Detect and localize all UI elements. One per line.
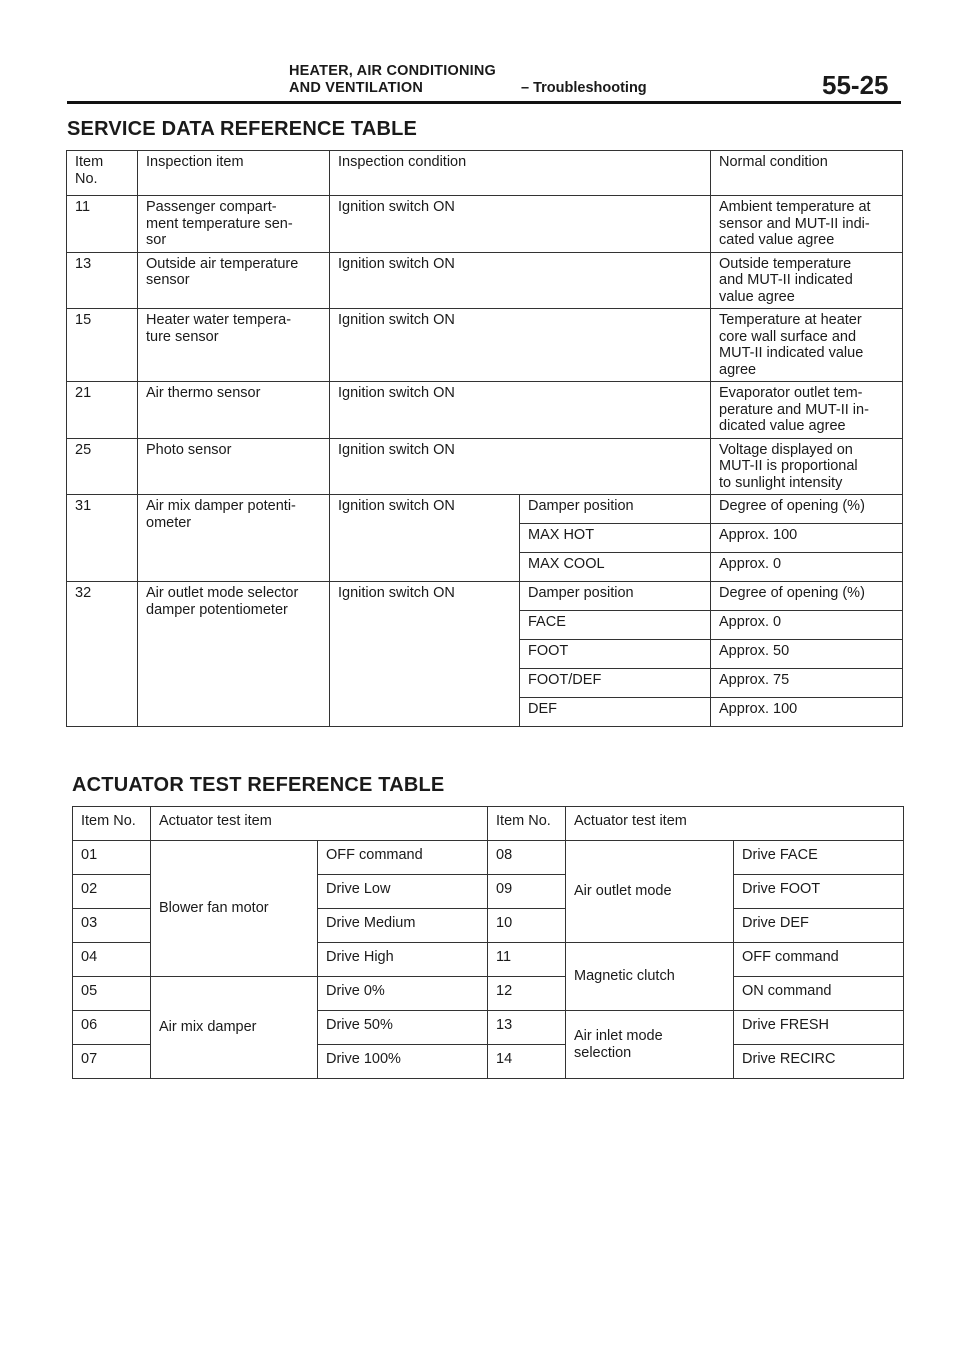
test-command: Drive 100%: [318, 1045, 488, 1079]
inspection-item: Air outlet mode selector damper potentiometer: [138, 582, 330, 727]
actuator-name: Air inlet mode selection: [566, 1011, 734, 1079]
inspection-item: Outside air temperature sensor: [138, 252, 330, 309]
header-actuator-test-item: Actuator test item: [151, 807, 488, 841]
table-row: [67, 438, 903, 495]
table-row: [73, 977, 904, 1011]
item-no: 09: [488, 875, 566, 909]
actuator-name: Magnetic clutch: [566, 943, 734, 1011]
test-command: Drive DEF: [734, 909, 904, 943]
inspection-condition: Ignition switch ON: [330, 438, 711, 495]
normal-condition: Voltage displayed on MUT-II is proportional to sunlight intensity: [711, 438, 903, 495]
test-command: Drive FACE: [734, 841, 904, 875]
normal-condition: Ambient temperature at sensor and MUT-II indi- cated value agree: [711, 196, 903, 253]
table-row: [67, 196, 903, 253]
item-no: 25: [67, 438, 138, 495]
actuator-name: Blower fan motor: [151, 841, 318, 977]
damper-position: FOOT/DEF: [520, 669, 711, 698]
test-command: Drive RECIRC: [734, 1045, 904, 1079]
inspection-condition: Ignition switch ON: [330, 309, 711, 382]
inspection-item: Heater water tempera- ture sensor: [138, 309, 330, 382]
inspection-item: Air mix damper potenti- ometer: [138, 495, 330, 582]
page-number: 55-25: [822, 70, 889, 100]
inspection-condition: Ignition switch ON: [330, 582, 520, 727]
service-table-header-row: [67, 151, 903, 196]
degree-of-opening: Approx. 100: [711, 524, 903, 553]
inspection-condition: Ignition switch ON: [330, 196, 711, 253]
item-no: 31: [67, 495, 138, 582]
item-no: 08: [488, 841, 566, 875]
inspection-condition: Ignition switch ON: [330, 252, 711, 309]
inspection-condition: Ignition switch ON: [330, 382, 711, 439]
item-no: 04: [73, 943, 151, 977]
inspection-item: Passenger compart- ment temperature sen- sor: [138, 196, 330, 253]
test-command: Drive 50%: [318, 1011, 488, 1045]
item-no: 13: [488, 1011, 566, 1045]
normal-condition: Temperature at heater core wall surface and MUT-II indicated value agree: [711, 309, 903, 382]
degree-of-opening: Approx. 75: [711, 669, 903, 698]
test-command: Drive FRESH: [734, 1011, 904, 1045]
item-no: 32: [67, 582, 138, 727]
item-no: 07: [73, 1045, 151, 1079]
degree-of-opening: Degree of opening (%): [711, 582, 903, 611]
test-command: Drive High: [318, 943, 488, 977]
actuator-name: Air mix damper: [151, 977, 318, 1079]
test-command: Drive Low: [318, 875, 488, 909]
item-no: 10: [488, 909, 566, 943]
inspection-item: Air thermo sensor: [138, 382, 330, 439]
table-row: [67, 309, 903, 382]
header-inspection-condition: Inspection condition: [330, 151, 711, 196]
damper-position: FOOT: [520, 640, 711, 669]
test-command: Drive FOOT: [734, 875, 904, 909]
degree-of-opening: Approx. 100: [711, 698, 903, 727]
degree-of-opening: Approx. 50: [711, 640, 903, 669]
item-no: 15: [67, 309, 138, 382]
actuator-name: Air outlet mode: [566, 841, 734, 943]
damper-position: DEF: [520, 698, 711, 727]
item-no: 21: [67, 382, 138, 439]
table-row: [67, 252, 903, 309]
item-no: 03: [73, 909, 151, 943]
service-data-table: [66, 150, 903, 727]
actuator-table-header-row: [73, 807, 904, 841]
header-item-no: Item No.: [67, 151, 138, 196]
header-rule: [67, 101, 901, 104]
actuator-table-title: ACTUATOR TEST REFERENCE TABLE: [72, 774, 445, 796]
table-row: [67, 382, 903, 439]
header-chapter-line2: AND VENTILATION: [289, 80, 424, 96]
item-no: 01: [73, 841, 151, 875]
damper-position: FACE: [520, 611, 711, 640]
header-chapter-line1: HEATER, AIR CONDITIONING: [289, 63, 496, 79]
degree-of-opening: Degree of opening (%): [711, 495, 903, 524]
degree-of-opening: Approx. 0: [711, 611, 903, 640]
item-no: 06: [73, 1011, 151, 1045]
damper-position: MAX COOL: [520, 553, 711, 582]
table-row: [67, 582, 903, 611]
item-no: 13: [67, 252, 138, 309]
table-row: [67, 495, 903, 524]
header-item-no-2: Item No.: [488, 807, 566, 841]
inspection-condition: Ignition switch ON: [330, 495, 520, 582]
damper-position: Damper position: [520, 582, 711, 611]
header-actuator-test-item-2: Actuator test item: [566, 807, 904, 841]
item-no: 12: [488, 977, 566, 1011]
test-command: Drive Medium: [318, 909, 488, 943]
test-command: Drive 0%: [318, 977, 488, 1011]
test-command: ON command: [734, 977, 904, 1011]
item-no: 11: [488, 943, 566, 977]
actuator-test-table: [72, 806, 904, 1079]
header-section: – Troubleshooting: [521, 80, 647, 96]
inspection-item: Photo sensor: [138, 438, 330, 495]
degree-of-opening: Approx. 0: [711, 553, 903, 582]
normal-condition: Outside temperature and MUT-II indicated value agree: [711, 252, 903, 309]
test-command: OFF command: [318, 841, 488, 875]
item-no: 02: [73, 875, 151, 909]
header-item-no: Item No.: [73, 807, 151, 841]
test-command: OFF command: [734, 943, 904, 977]
item-no: 14: [488, 1045, 566, 1079]
header-inspection-item: Inspection item: [138, 151, 330, 196]
normal-condition: Evaporator outlet tem- perature and MUT-II in- dicated value agree: [711, 382, 903, 439]
damper-position: Damper position: [520, 495, 711, 524]
item-no: 05: [73, 977, 151, 1011]
item-no: 11: [67, 196, 138, 253]
table-row: [73, 841, 904, 875]
damper-position: MAX HOT: [520, 524, 711, 553]
header-normal-condition: Normal condition: [711, 151, 903, 196]
service-table-title: SERVICE DATA REFERENCE TABLE: [67, 118, 418, 140]
